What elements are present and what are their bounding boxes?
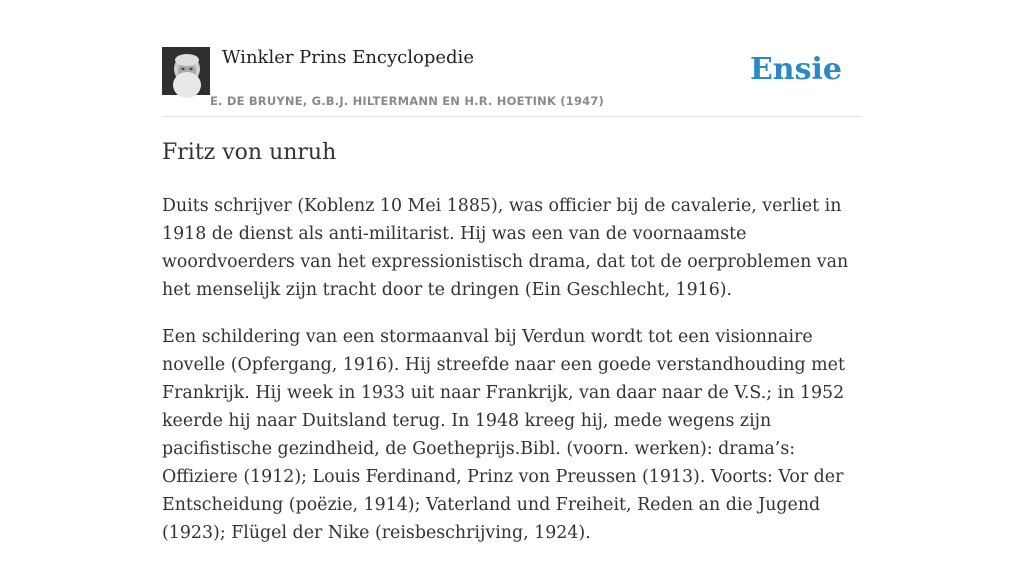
article-title: Fritz von unruh (162, 140, 337, 165)
source-authors: E. DE BRUYNE, G.B.J. HILTERMANN EN H.R. HOETINK (1947) (210, 94, 605, 108)
source-title[interactable]: Winkler Prins Encyclopedie (222, 47, 474, 68)
article-paragraph: Duits schrijver (Koblenz 10 Mei 1885), was officier bij de cavalerie, verliet in 1918 de dienst als anti-militarist. Hij was een van de voornaamste woordvoerders van het expressionistisch drama, dat tot de oerproblemen van het menselijk zijn tracht door te dringen (Ein Geschlecht, 1916). (162, 196, 849, 300)
author-avatar[interactable] (162, 47, 210, 95)
author-portrait (162, 47, 210, 95)
article-paragraph: Een schildering van een stormaanval bij Verdun wordt tot een visionnaire novelle (Opfergang, 1916). Hij streefde naar een goede verstandhouding met Frankrijk. Hij week in 1933 uit naar Frankrijk, van daar naar de V.S.; in 1952 keerde hij naar Duitsland terug. In 1948 kreeg hij, mede wegens zijn pacifistische gezindheid, de Goetheprijs.Bibl. (voorn. werken): drama’s: Offiziere (1912); Louis Ferdinand, Prinz von Preussen (1913). Voorts: Vor der Entscheidung (poëzie, 1914); Vaterland und Freiheit, Reden an die Jugend (1923); Flügel der Nike (reisbeschrijving, 1924). (162, 327, 845, 543)
ensie-logo-link[interactable]: Ensie (749, 52, 842, 87)
article-body (162, 192, 862, 566)
source-header (162, 44, 862, 117)
